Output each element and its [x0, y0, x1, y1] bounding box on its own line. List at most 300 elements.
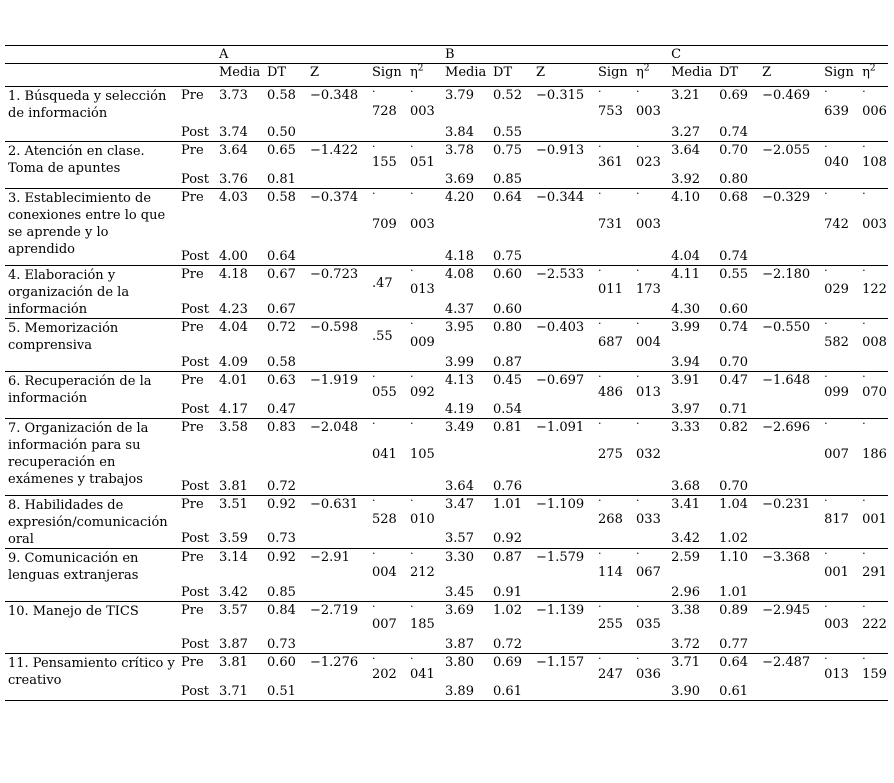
cell-value: 036: [636, 667, 661, 682]
cell-media: 3.92: [671, 171, 701, 187]
decimal-dot: .: [410, 314, 414, 327]
cell-media: 3.91: [671, 372, 701, 388]
cell-eta: [406, 596, 441, 636]
cell-media: 2.59: [671, 550, 701, 565]
cell-media: 3.51: [219, 497, 248, 512]
cell-value: 041: [410, 667, 435, 682]
cell-z: [532, 124, 594, 142]
pre-label: Pre: [181, 497, 204, 512]
cell-eta: [858, 261, 888, 301]
cell-value: 067: [636, 564, 661, 580]
cell-value: 003: [410, 103, 435, 119]
cell-sign: [368, 248, 406, 266]
cell-eta: [406, 82, 441, 124]
cell-eta: [406, 136, 441, 171]
decimal-dot: .: [372, 82, 376, 95]
table-row: [5, 188, 888, 248]
cell-media: 3.64: [219, 142, 248, 158]
cell-media: 3.41: [671, 497, 701, 512]
cell-sign: [594, 683, 632, 701]
cell-media: 4.04: [219, 320, 248, 335]
cell-dt: 0.69: [493, 655, 522, 670]
subheader-sign-b: Sign: [598, 65, 628, 80]
cell-z: [758, 401, 820, 419]
cell-dt: 0.72: [267, 479, 296, 494]
row-label: 9. Comunicación en lenguas extranjeras: [8, 551, 139, 583]
cell-value: 041: [372, 446, 397, 462]
cell-media: 3.76: [219, 171, 248, 187]
cell-value: 092: [410, 384, 435, 400]
cell-sign: [820, 183, 858, 248]
cell-media: 3.69: [445, 171, 474, 187]
cell-media: 3.71: [219, 684, 248, 699]
decimal-dot: .: [862, 413, 866, 427]
cell-media: 4.20: [445, 189, 474, 205]
cell-value: 114: [598, 564, 623, 580]
cell-eta: [632, 82, 667, 124]
pre-label: Pre: [181, 320, 204, 335]
cell-dt: 0.58: [267, 189, 296, 205]
cell-z: −2.048: [310, 419, 359, 435]
cell-z: −1.648: [762, 372, 811, 388]
cell-eta: [858, 649, 888, 684]
cell-z: [306, 354, 368, 372]
cell-media: 4.01: [219, 372, 248, 388]
cell-sign: [820, 82, 858, 124]
subheader-z-c: Z: [762, 65, 772, 80]
cell-z: [306, 636, 368, 654]
cell-media: 4.04: [671, 249, 701, 264]
cell-z: [532, 584, 594, 602]
row-label: 4. Elaboración y organización de la información: [8, 268, 130, 317]
cell-eta: [858, 413, 888, 478]
cell-z: −0.631: [310, 497, 359, 512]
cell-dt: 0.68: [719, 189, 749, 205]
decimal-dot: .: [824, 413, 828, 427]
row-label: 10. Manejo de TICS: [8, 603, 139, 619]
cell-value: 006: [862, 103, 887, 119]
cell-value: 185: [410, 617, 435, 633]
table-row: [5, 549, 888, 584]
decimal-dot: .: [372, 491, 376, 504]
cell-z: [532, 354, 594, 372]
decimal-dot: .: [410, 544, 414, 557]
cell-value: 001: [824, 564, 849, 580]
cell-value: 186: [862, 446, 887, 462]
cell-sign: [368, 319, 406, 354]
cell-dt: 1.04: [719, 497, 749, 512]
pre-label: Pre: [181, 88, 204, 103]
group-b-header: B: [445, 47, 455, 62]
cell-dt: 1.02: [719, 531, 749, 547]
cell-dt: 0.84: [267, 602, 296, 618]
cell-z: [532, 171, 594, 189]
pre-label: Pre: [181, 655, 204, 670]
cell-value: 040: [824, 154, 849, 170]
cell-z: −0.723: [310, 267, 359, 282]
cell-eta: [632, 683, 667, 701]
cell-value: 709: [372, 216, 397, 232]
cell-value: 032: [636, 446, 661, 462]
cell-z: −0.913: [536, 142, 585, 158]
subheader-dt-b: DT: [493, 65, 513, 80]
cell-value: 051: [410, 154, 435, 170]
decimal-dot: .: [410, 491, 414, 504]
cell-value: 173: [636, 281, 661, 297]
cell-value: 007: [824, 446, 849, 462]
cell-media: 3.72: [671, 637, 701, 652]
table-row: [5, 601, 888, 636]
cell-value: 010: [410, 511, 435, 527]
cell-eta: [406, 314, 441, 354]
cell-sign: [820, 544, 858, 584]
cell-dt: 0.91: [493, 584, 522, 600]
eta-superscript: 2: [417, 63, 424, 74]
decimal-dot: .: [636, 544, 640, 557]
decimal-dot: .: [636, 314, 640, 327]
cell-value: 013: [636, 384, 661, 400]
cell-dt: 0.76: [493, 479, 522, 494]
decimal-dot: .: [636, 366, 640, 380]
decimal-dot: .: [410, 366, 414, 380]
cell-dt: 0.72: [493, 637, 522, 652]
post-label: Post: [181, 301, 209, 317]
cell-value: 099: [824, 384, 849, 400]
cell-value: 029: [824, 281, 849, 297]
decimal-dot: .: [636, 491, 640, 504]
decimal-dot: .: [598, 136, 602, 150]
cell-value: 731: [598, 216, 623, 232]
cell-media: 3.21: [671, 88, 701, 103]
cell-dt: 0.60: [267, 655, 296, 670]
decimal-dot: .: [862, 366, 866, 380]
cell-z: −0.697: [536, 372, 585, 388]
cell-dt: 0.75: [493, 142, 522, 158]
cell-sign: [368, 683, 406, 701]
decimal-dot: .: [824, 596, 828, 610]
eta-superscript: 2: [869, 63, 876, 74]
cell-dt: 0.74: [719, 124, 749, 140]
cell-value: 013: [410, 281, 435, 297]
cell-value: 108: [862, 154, 887, 170]
decimal-dot: .: [410, 82, 414, 95]
cell-sign: [820, 261, 858, 301]
decimal-dot: .: [824, 544, 828, 557]
cell-value: 003: [824, 617, 849, 633]
cell-value: 122: [862, 281, 887, 297]
decimal-dot: .: [636, 649, 640, 662]
cell-z: −2.180: [762, 267, 811, 282]
cell-media: 3.57: [445, 531, 474, 547]
cell-sign: [368, 136, 406, 171]
cell-media: 3.59: [219, 531, 248, 547]
cell-media: 3.87: [445, 637, 474, 652]
cell-dt: 0.60: [493, 301, 522, 317]
cell-dt: 0.58: [267, 354, 296, 370]
cell-value: 155: [372, 154, 397, 170]
cell-value: 033: [636, 511, 661, 527]
cell-value: 105: [410, 446, 435, 462]
decimal-dot: .: [598, 491, 602, 504]
cell-value: 055: [372, 384, 397, 400]
subheader-sign-a: Sign: [372, 65, 402, 80]
cell-z: [306, 248, 368, 266]
cell-eta: [406, 261, 441, 301]
cell-media: 3.64: [671, 142, 701, 158]
cell-z: −0.374: [310, 189, 359, 205]
pre-label: Pre: [181, 267, 204, 282]
cell-z: −1.139: [536, 602, 585, 618]
subheader-z-b: Z: [536, 65, 546, 80]
cell-z: −1.157: [536, 655, 585, 670]
cell-z: [758, 530, 820, 548]
decimal-dot: .: [824, 314, 828, 327]
cell-eta: [632, 413, 667, 478]
cell-eta: [632, 136, 667, 171]
cell-media: 4.00: [219, 249, 248, 264]
cell-value: 728: [372, 103, 397, 119]
cell-eta: [858, 136, 888, 171]
subheader-media-b: Media: [445, 65, 487, 80]
decimal-dot: .: [824, 261, 828, 274]
cell-sign: [368, 491, 406, 531]
eta-symbol: η: [636, 65, 644, 80]
cell-value: 817: [824, 511, 849, 527]
decimal-dot: .: [598, 82, 602, 95]
cell-sign: [594, 413, 632, 478]
decimal-dot: .: [862, 183, 866, 197]
cell-dt: 0.64: [493, 189, 522, 205]
cell-media: 3.68: [671, 479, 701, 494]
cell-value: 222: [862, 617, 887, 633]
cell-sign: [594, 314, 632, 354]
results-table: [5, 45, 888, 701]
cell-eta: [858, 314, 888, 354]
cell-z: −0.231: [762, 497, 811, 512]
row-label: 6. Recuperación de la información: [8, 373, 152, 406]
eta-symbol: η: [862, 65, 870, 80]
cell-eta: [632, 596, 667, 636]
decimal-dot: .: [372, 136, 376, 150]
decimal-dot: .: [824, 649, 828, 662]
cell-z: [306, 584, 368, 602]
cell-dt: 0.60: [719, 301, 749, 317]
decimal-dot: .: [636, 413, 640, 427]
cell-value: 023: [636, 154, 661, 170]
cell-eta: [406, 544, 441, 584]
cell-dt: 0.51: [267, 684, 296, 699]
cell-media: 3.95: [445, 320, 474, 335]
subheader-row: [5, 64, 888, 87]
cell-z: [758, 584, 820, 602]
cell-value: 004: [372, 564, 397, 580]
post-label: Post: [181, 531, 209, 547]
cell-sign: [368, 366, 406, 401]
cell-value: 013: [824, 667, 849, 682]
cell-sign: [820, 649, 858, 684]
cell-eta: [406, 366, 441, 401]
pre-label: Pre: [181, 419, 204, 435]
decimal-dot: .: [372, 596, 376, 610]
cell-z: −0.403: [536, 320, 585, 335]
cell-eta: [632, 261, 667, 301]
cell-dt: 0.92: [267, 497, 296, 512]
subheader-media-c: Media: [671, 65, 713, 80]
cell-eta: [858, 596, 888, 636]
decimal-dot: .: [636, 136, 640, 150]
decimal-dot: .: [862, 596, 866, 610]
post-label: Post: [181, 479, 209, 494]
cell-dt: 0.81: [267, 171, 296, 187]
cell-z: [532, 530, 594, 548]
cell-z: −2.055: [762, 142, 811, 158]
subheader-dt-c: DT: [719, 65, 739, 80]
decimal-dot: .: [410, 596, 414, 610]
cell-value: 361: [598, 154, 623, 170]
post-label: Post: [181, 249, 209, 264]
cell-media: 4.18: [219, 267, 248, 282]
decimal-dot: .: [636, 183, 640, 197]
decimal-dot: .: [636, 82, 640, 95]
cell-media: 4.10: [671, 189, 701, 205]
cell-sign: [368, 413, 406, 478]
cell-media: 4.08: [445, 267, 474, 282]
decimal-dot: .: [824, 366, 828, 380]
cell-z: −1.579: [536, 550, 585, 565]
cell-sign: [594, 82, 632, 124]
cell-eta: [632, 491, 667, 531]
cell-value: 008: [862, 334, 887, 350]
cell-media: 4.03: [219, 189, 248, 205]
cell-eta: [406, 491, 441, 531]
cell-dt: 0.69: [719, 88, 749, 103]
cell-value: .55: [372, 328, 393, 344]
cell-sign: [820, 491, 858, 531]
post-label: Post: [181, 684, 209, 699]
cell-value: 486: [598, 384, 623, 400]
post-label: Post: [181, 401, 209, 417]
cell-media: 3.58: [219, 419, 248, 435]
cell-value: 582: [824, 334, 849, 350]
cell-dt: 0.64: [719, 655, 749, 670]
group-a-header: A: [219, 47, 229, 62]
cell-z: [758, 124, 820, 142]
cell-dt: 1.01: [719, 584, 749, 600]
cell-z: −0.329: [762, 189, 811, 205]
cell-z: [306, 478, 368, 496]
cell-dt: 0.87: [493, 550, 522, 565]
cell-media: 2.96: [671, 584, 701, 600]
cell-eta: [858, 683, 888, 701]
cell-eta: [632, 544, 667, 584]
cell-dt: 0.45: [493, 372, 522, 388]
cell-sign: [368, 649, 406, 684]
cell-z: [532, 636, 594, 654]
cell-z: [758, 683, 820, 701]
cell-eta: [858, 82, 888, 124]
cell-media: 3.49: [445, 419, 474, 435]
cell-dt: 0.74: [719, 320, 749, 335]
decimal-dot: .: [410, 413, 414, 427]
subheader-dt-a: DT: [267, 65, 287, 80]
cell-z: [758, 171, 820, 189]
post-label: Post: [181, 124, 209, 140]
cell-z: −1.422: [310, 142, 359, 158]
cell-dt: 0.47: [719, 372, 749, 388]
cell-eta: [406, 183, 441, 248]
post-label: Post: [181, 354, 209, 370]
decimal-dot: .: [598, 314, 602, 327]
cell-dt: 0.61: [493, 684, 522, 699]
cell-media: 3.38: [671, 602, 701, 618]
cell-dt: 1.01: [493, 497, 522, 512]
cell-value: 003: [636, 103, 661, 119]
cell-media: 4.17: [219, 401, 248, 417]
row-label: 7. Organización de la información para su recuperación en exámenes y trabajos: [8, 420, 149, 487]
cell-z: −1.109: [536, 497, 585, 512]
post-label: Post: [181, 584, 209, 600]
decimal-dot: .: [824, 136, 828, 150]
cell-eta: [858, 366, 888, 401]
cell-media: 3.33: [671, 419, 701, 435]
cell-sign: [594, 183, 632, 248]
cell-dt: 0.87: [493, 354, 522, 370]
cell-dt: 0.75: [493, 249, 522, 264]
cell-sign: [368, 266, 406, 301]
cell-media: 3.87: [219, 637, 248, 652]
cell-media: 3.71: [671, 655, 701, 670]
cell-z: [758, 248, 820, 266]
cell-z: [758, 301, 820, 319]
cell-z: −0.598: [310, 320, 359, 335]
cell-z: [532, 478, 594, 496]
cell-eta: [632, 314, 667, 354]
decimal-dot: .: [824, 82, 828, 95]
cell-value: 291: [862, 564, 887, 580]
cell-value: 247: [598, 667, 623, 682]
decimal-dot: .: [824, 491, 828, 504]
cell-z: −0.344: [536, 189, 585, 205]
row-label: 2. Atención en clase. Toma de apuntes: [8, 143, 145, 176]
cell-value: 742: [824, 216, 849, 232]
cell-dt: 0.72: [267, 320, 296, 335]
cell-value: 003: [636, 216, 661, 232]
cell-z: −2.533: [536, 267, 585, 282]
cell-value: 009: [410, 334, 435, 350]
subheader-sign-c: Sign: [824, 65, 854, 80]
cell-value: 159: [862, 667, 887, 682]
group-header-row: [5, 46, 888, 64]
cell-dt: 0.80: [719, 171, 749, 187]
decimal-dot: .: [598, 544, 602, 557]
cell-z: [306, 530, 368, 548]
cell-z: [758, 636, 820, 654]
cell-value: 275: [598, 446, 623, 462]
cell-sign: [594, 491, 632, 531]
cell-media: 3.99: [445, 354, 474, 370]
cell-eta: [632, 366, 667, 401]
cell-media: 3.73: [219, 88, 248, 103]
cell-eta: [406, 683, 441, 701]
cell-dt: 0.65: [267, 142, 296, 158]
cell-z: −0.348: [310, 88, 359, 103]
cell-media: 3.84: [445, 124, 474, 140]
decimal-dot: .: [862, 82, 866, 95]
row-label: 5. Memorización comprensiva: [8, 321, 119, 353]
cell-z: [532, 401, 594, 419]
cell-z: [758, 354, 820, 372]
cell-value: 004: [636, 334, 661, 350]
